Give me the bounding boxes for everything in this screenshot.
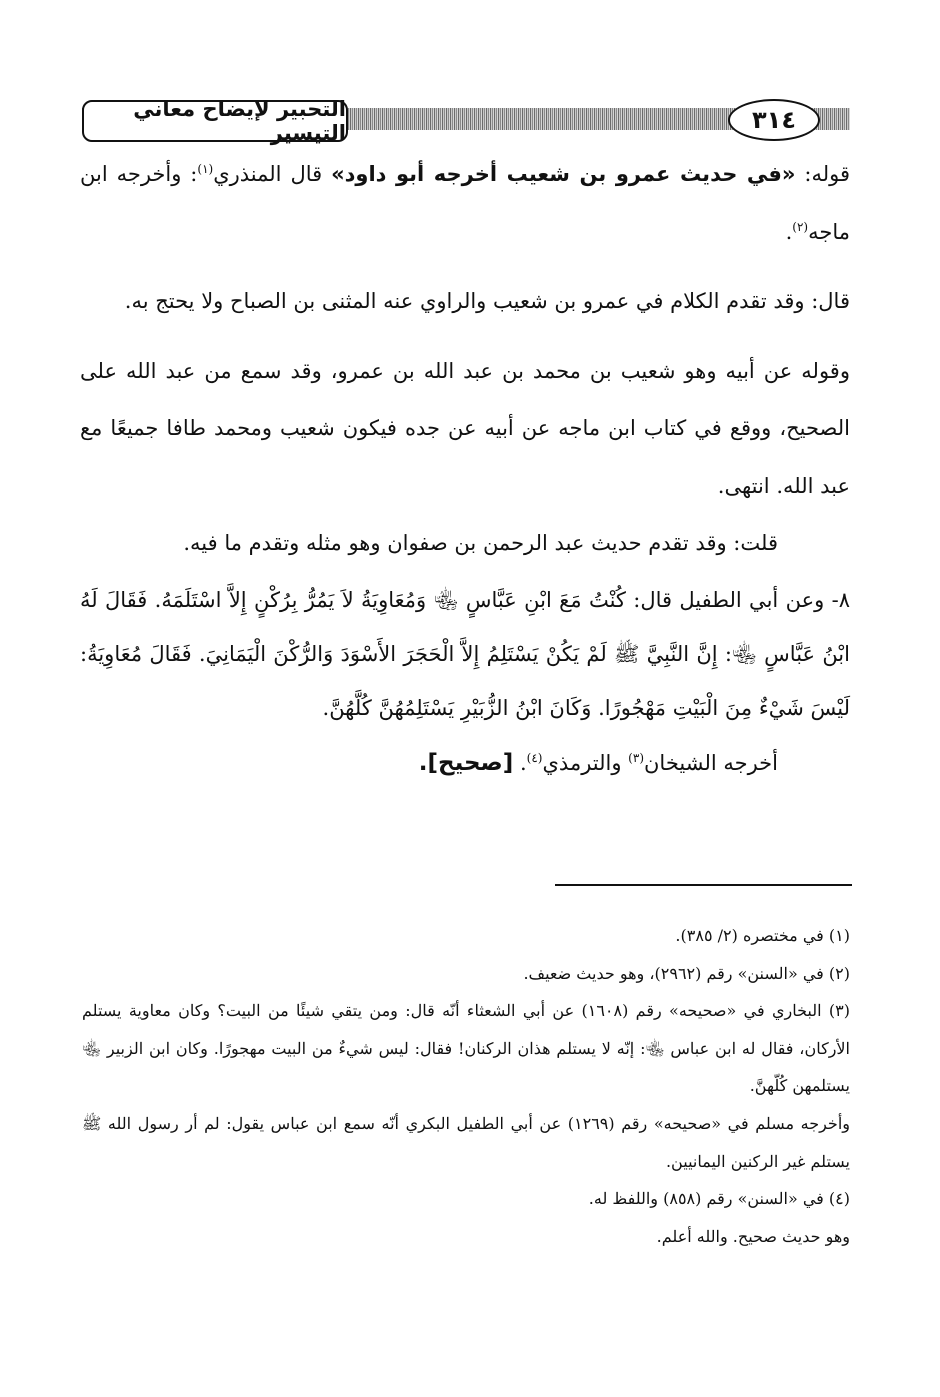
footnote-3-cont: وأخرجه مسلم في «صحيحه» رقم (١٢٦٩) عن أبي الطفيل البكري أنّه سمع ابن عباس يقول: لم أر رسول الله ﷺ يستلم غير الركنين اليمانيين. [82,1113,850,1171]
footnote-3: (٣) البخاري في «صحيحه» رقم (١٦٠٨) عن أبي الشعثاء أنّه قال: ومن يتقي شيئًا من البيت؟ وكان معاوية يستلم الأركان، فقال له ابن عباس ﵄: إنّه لا يستلم هذان الركنان! فقال: ليس شيءٌ من البيت مهجورًا. وكان ابن الزبير ﵄ يستلمهن كُلّهنَّ. [82,1001,850,1096]
footnote-1: (١) في مختصره (٢/ ٣٨٥). [675,926,850,945]
book-title: التحبير لإيضاح معاني التيسير [133,97,346,145]
quoted-phrase: «في حديث عمرو بن شعيب أخرجه أبو داود» [331,162,796,186]
footnote-4: (٤) في «السنن» رقم (٨٥٨) واللفظ له. [588,1189,850,1209]
footnote-2: (٢) في «السنن» رقم (٢٩٦٢)، وهو حديث ضعيف. [523,963,850,983]
takhrij-b: والترمذي [542,750,629,775]
paragraph-3: وقوله عن أبيه وهو شعيب بن محمد بن عبد الله بن عمرو، وقد سمع من عبد الله على الصحيح، ووقع في كتاب ابن ماجه عن أبيه عن جده فيكون شعيب ومحمد طافا جميعًا مع عبد الله. انتهى. [80,358,850,498]
hadith-intro: ٨- وعن أبي الطفيل قال: [625,587,850,612]
hadith-text: كُنْتُ مَعَ ابْنِ عَبَّاسٍ ﵄ وَمُعَاوِيَةُ لاَ يَمُرُّ بِرُكْنٍ إِلاَّ اسْتَلَمَهُ. فَقَالَ لَهُ ابْنُ عَبَّاسٍ ﵄: إِنَّ النَّبِيَّ ﷺ لَمْ يَكُنْ يَسْتَلِمُ إِلاَّ الْحَجَرَ الأَسْوَدَ وَالرُّكْنَ الْيَمَانِيَ. فَقَالَ مُعَاوِيَةُ: لَيْسَ شَيْءٌ مِنَ الْبَيْتِ مَهْجُورًا. وَكَانَ ابْنُ الزُّبَيْرِ يَسْتَلِمُهُنَّ كُلَّهُنَّ. [80,587,850,720]
page-number: ٣١٤ [728,99,820,141]
p1-lead: قوله: [795,162,850,186]
page-header [82,96,850,145]
takhrij-c: . [513,750,527,775]
footnote-ref-1[interactable]: (١) [197,162,214,176]
main-text [80,146,850,792]
footnote-ref-3[interactable]: (٣) [628,750,644,765]
footnote-ref-2[interactable]: (٢) [792,219,809,234]
takhrij-line [80,735,850,793]
takhrij-a: أخرجه الشيخان [644,750,778,775]
footnote-4-cont: وهو حديث صحيح. والله أعلم. [656,1226,850,1246]
p1-text-b: قال المنذري [213,162,332,186]
footnote-ref-4[interactable]: (٤) [526,750,543,765]
paragraph-2: قال: وقد تقدم الكلام في عمرو بن شعيب والراوي عنه المثنى بن الصباح ولا يحتج به. [124,289,850,313]
footnotes [82,917,850,1255]
p1-text-c: : وأخرجه ابن ماجه [80,162,850,244]
p1-end: . [785,219,793,244]
footnote-separator [555,884,852,886]
hadith-paragraph [80,573,850,735]
book-title-box [82,97,348,145]
grading-verdict: [صحيح]. [418,749,514,776]
paragraph-4: قلت: وقد تقدم حديث عبد الرحمن بن صفوان وهو مثله وتقدم ما فيه. [183,531,778,555]
paragraph-1 [80,146,850,261]
